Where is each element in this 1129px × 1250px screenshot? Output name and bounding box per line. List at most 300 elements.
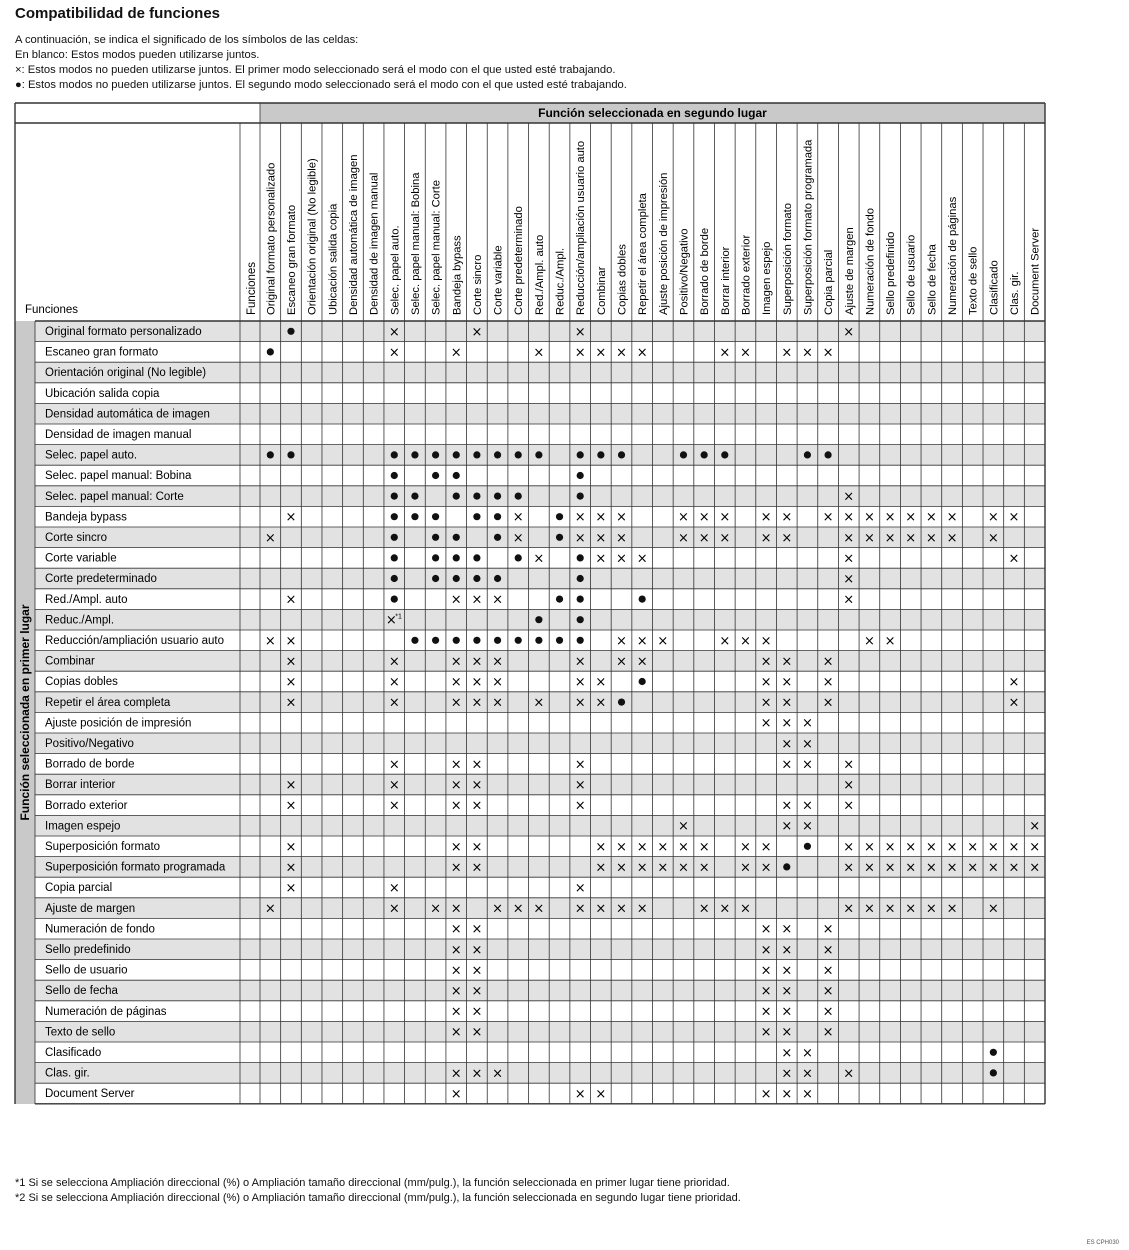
cross-mark: × (450, 654, 462, 670)
cross-mark: × (863, 530, 875, 546)
row-shade (35, 486, 1045, 507)
figure-code: ES CPH030 (1086, 1240, 1119, 1246)
cross-mark: × (760, 839, 772, 855)
cross-mark: × (760, 530, 772, 546)
dot-mark (577, 596, 584, 603)
cross-mark: × (1008, 860, 1020, 876)
column-header: Copias dobles (616, 244, 629, 315)
cross-mark: × (822, 942, 834, 958)
cross-mark: × (471, 963, 483, 979)
cross-mark: × (595, 901, 607, 917)
cross-mark: × (285, 654, 297, 670)
cross-mark: × (450, 901, 462, 917)
dot-mark (577, 493, 584, 500)
cross-mark: × (595, 530, 607, 546)
cross-mark: × (678, 819, 689, 835)
cross-mark: × (801, 1066, 813, 1082)
row-label: Sello de usuario (45, 964, 128, 977)
dot-mark (267, 348, 274, 355)
dot-mark (804, 451, 811, 458)
cross-mark: × (843, 1066, 855, 1082)
column-header: Densidad de imagen manual (368, 172, 381, 315)
cross-mark: × (285, 778, 297, 793)
cross-mark: × (905, 510, 917, 526)
cross-mark: × (657, 633, 669, 649)
dot-mark (432, 513, 439, 520)
funciones-label: Funciones (25, 304, 79, 316)
cross-mark: × (760, 1004, 772, 1020)
dot-mark (453, 534, 460, 541)
legend-dot-line: ●: Estos modos no pueden utilizarse juntos. El segundo modo seleccionado será el modo con el que usted esté trabajando. (15, 79, 627, 91)
column-header: Corte variable (492, 245, 505, 315)
cross-mark: × (1029, 839, 1041, 855)
cross-mark: × (884, 510, 896, 526)
cross-mark: × (574, 510, 586, 526)
cross-mark: × (595, 675, 607, 690)
cross-mark: × (616, 530, 627, 546)
cross-mark: × (388, 695, 400, 711)
page-title: Compatibilidad de funciones (15, 5, 221, 22)
cross-mark: × (450, 695, 462, 711)
row-shade (35, 980, 1045, 1001)
cross-mark: × (801, 1045, 813, 1061)
cross-mark: × (388, 757, 400, 773)
column-header: Corte sincro (471, 254, 484, 315)
cross-mark: × (781, 1045, 793, 1061)
cross-mark: × (801, 819, 813, 835)
cross-mark: × (781, 530, 793, 546)
row-label: Combinar (45, 655, 95, 668)
cross-mark: × (450, 798, 462, 814)
row-label: Clas. gir. (45, 1067, 90, 1080)
column-header: Sello de fecha (926, 244, 939, 315)
column-header: Document Server (1029, 227, 1042, 315)
cross-mark: × (801, 798, 813, 814)
column-header: Original formato personalizado (265, 162, 278, 315)
cross-mark: × (450, 839, 462, 855)
dot-mark (990, 1069, 997, 1076)
cross-mark: × (574, 675, 586, 690)
cross-mark: × (388, 901, 400, 917)
dot-mark (680, 451, 687, 458)
cross-mark: × (285, 510, 297, 526)
row-shade (35, 568, 1045, 589)
cross-mark: × (843, 510, 855, 526)
cross-mark: × (574, 881, 586, 896)
cross-mark: × (760, 942, 772, 958)
cross-mark: × (285, 592, 297, 608)
dot-mark (494, 575, 501, 582)
row-label: Densidad de imagen manual (45, 429, 192, 441)
column-header: Numeración de páginas (947, 196, 960, 315)
dot-mark (391, 472, 398, 479)
cross-mark: × (574, 345, 586, 361)
cross-mark: × (574, 778, 586, 793)
cross-mark: × (822, 963, 834, 979)
cross-mark: × (781, 819, 793, 835)
cross-mark: × (285, 839, 297, 855)
row-label: Bandeja bypass (45, 511, 127, 524)
cross-mark: × (1029, 860, 1041, 876)
cross-mark: × (925, 860, 937, 876)
row-label: Corte predeterminado (45, 573, 157, 586)
column-header: Ajuste posición de impresión (657, 172, 670, 315)
column-header: Corte predeterminado (513, 206, 526, 315)
cross-mark: × (760, 860, 772, 876)
cross-mark: × (760, 695, 772, 711)
cross-mark: × (574, 1087, 586, 1102)
dot-mark (391, 513, 398, 520)
cross-mark: × (471, 695, 483, 711)
cross-mark: × (574, 901, 586, 917)
cross-mark: × (698, 530, 710, 546)
cross-mark: × (760, 510, 772, 526)
dot-mark (804, 843, 811, 850)
dot-mark (556, 534, 563, 541)
dot-mark (535, 451, 542, 458)
column-header: Superposición formato (781, 203, 794, 315)
dot-mark (391, 493, 398, 500)
cross-mark: × (388, 345, 400, 361)
cross-mark: × (822, 345, 834, 361)
cross-mark: × (471, 798, 483, 814)
dot-mark (453, 472, 460, 479)
cross-mark: × (657, 839, 669, 855)
cross-mark: × (905, 530, 917, 546)
column-header: Ajuste de margen (843, 227, 856, 315)
cross-mark: × (388, 881, 400, 896)
cross-mark: × (492, 592, 504, 608)
row-label: Ajuste posición de impresión (45, 717, 192, 730)
cross-mark: × (636, 901, 648, 917)
dot-mark (494, 493, 501, 500)
dot-mark (515, 493, 522, 500)
cross-mark: × (987, 839, 999, 855)
cross-mark: × (967, 860, 979, 876)
cross-mark: × (450, 675, 462, 690)
dot-mark (556, 637, 563, 644)
column-header: Sello predefinido (885, 231, 898, 315)
cross-mark: × (801, 736, 813, 752)
row-shade (35, 1021, 1045, 1042)
cross-mark: × (863, 839, 875, 855)
dot-mark (432, 534, 439, 541)
cross-mark: × (595, 860, 607, 876)
cross-mark: × (760, 675, 772, 690)
cross-mark: × (678, 860, 689, 876)
cross-mark: × (450, 345, 462, 361)
cross-mark: × (760, 984, 772, 999)
cross-mark: × (616, 345, 627, 361)
cross-mark: × (781, 1066, 793, 1082)
cross-mark: × (905, 860, 917, 876)
column-header: Clas. gir. (1009, 271, 1022, 315)
cross-mark: × (843, 324, 855, 340)
cross-mark: × (471, 1025, 483, 1041)
footnotes (15, 1176, 741, 1206)
cross-mark: × (781, 736, 793, 752)
column-header: Borrado exterior (740, 234, 753, 315)
column-header: Orientación original (No legible) (306, 158, 319, 315)
cross-mark: × (636, 633, 648, 649)
cross-mark: × (388, 675, 400, 690)
cross-mark: × (574, 654, 586, 670)
cross-mark: × (698, 901, 710, 917)
dot-mark (535, 637, 542, 644)
dot-mark (453, 575, 460, 582)
cross-mark: × (781, 695, 793, 711)
column-header: Superposición formato programada (802, 139, 815, 315)
column-header: Combinar (595, 266, 608, 315)
cross-mark: × (781, 984, 793, 999)
cross-mark: × (574, 695, 586, 711)
cross-mark: × (492, 675, 504, 690)
dot-mark (515, 554, 522, 561)
cross-mark: × (471, 757, 483, 773)
row-label: Numeración de fondo (45, 923, 155, 936)
row-label: Copia parcial (45, 882, 113, 895)
dot-mark (597, 451, 604, 458)
column-header: Numeración de fondo (864, 208, 877, 315)
cross-mark: × (450, 963, 462, 979)
cross-mark: × (450, 860, 462, 876)
cross-mark: × (843, 798, 855, 814)
column-header: Ubicación salida copia (327, 203, 340, 315)
dot-mark (494, 637, 501, 644)
row-shade (35, 651, 1045, 672)
cross-mark: × (863, 510, 875, 526)
dot-mark (453, 493, 460, 500)
first-function-header: Función seleccionada en primer lugar (18, 604, 32, 821)
cross-mark: × (781, 654, 793, 670)
cross-mark: × (264, 633, 276, 649)
column-header: Texto de sello (967, 246, 980, 315)
cross-mark: × (450, 942, 462, 958)
cross-mark: × (987, 510, 999, 526)
cross-mark: × (450, 757, 462, 773)
row-label: Repetir el área completa (45, 696, 171, 709)
cross-mark: × (719, 510, 731, 526)
row-label: Sello de fecha (45, 985, 118, 998)
cross-mark: × (471, 592, 483, 608)
cross-mark: × (843, 530, 855, 546)
row-label: Superposición formato programada (45, 861, 226, 874)
row-label: Borrado de borde (45, 758, 135, 771)
cross-mark: × (1008, 551, 1020, 567)
row-label: Numeración de páginas (45, 1005, 167, 1018)
cross-mark: × (471, 778, 483, 793)
cross-mark: × (822, 984, 834, 999)
dot-mark (432, 554, 439, 561)
cross-mark: × (533, 695, 545, 711)
cross-mark: × (471, 922, 483, 938)
dot-mark (577, 554, 584, 561)
cross-mark: × (801, 345, 813, 361)
cross-mark: × (1008, 510, 1020, 526)
cross-mark: × (760, 1025, 772, 1041)
column-header: Borrar interior (719, 246, 732, 315)
cross-mark: × (471, 1004, 483, 1020)
footnote-2: *2 Si se selecciona Ampliación direccional (%) o Ampliación tamaño direccional (mm/pulg.), la función seleccionada en segundo lugar tiene prioridad. (15, 1192, 741, 1204)
dot-mark (391, 575, 398, 582)
dot-mark (287, 451, 294, 458)
cross-mark: × (843, 860, 855, 876)
cross-mark: × (719, 633, 731, 649)
column-header: Clasificado (988, 260, 1001, 315)
cross-mark: × (450, 592, 462, 608)
column-header: Densidad automática de imagen (347, 154, 360, 315)
cross-mark: × (843, 572, 855, 587)
cross-mark: × (905, 839, 917, 855)
row-label: Selec. papel manual: Bobina (45, 470, 192, 483)
cross-mark: × (285, 633, 297, 649)
cross-mark: × (987, 860, 999, 876)
cross-mark: × (1008, 839, 1020, 855)
column-header: Bandeja bypass (451, 235, 464, 315)
dot-mark (411, 637, 418, 644)
cross-mark: × (967, 839, 979, 855)
cross-mark: × (285, 860, 297, 876)
dot-mark (535, 616, 542, 623)
cross-mark: × (760, 1087, 772, 1102)
cross-mark: × (781, 922, 793, 938)
cross-mark: × (616, 654, 627, 670)
cross-mark: × (512, 510, 524, 526)
dot-mark (473, 513, 480, 520)
cross-mark: × (595, 345, 607, 361)
cross-mark: × (884, 860, 896, 876)
row-shade (35, 1063, 1045, 1084)
cross-mark: × (471, 1066, 483, 1082)
dot-mark (391, 596, 398, 603)
column-header: Reduc./Ampl. (554, 247, 567, 315)
cross-mark: × (616, 633, 627, 649)
cross-mark: × (595, 551, 607, 567)
dot-mark (473, 493, 480, 500)
cross-mark: × (801, 757, 813, 773)
cross-mark: × (760, 633, 772, 649)
second-function-header: Función seleccionada en segundo lugar (538, 106, 767, 120)
cross-mark: × (843, 839, 855, 855)
legend-cross-line: ×: Estos modos no pueden utilizarse juntos. El primer modo seleccionado será el modo con el que usted esté trabajando. (15, 64, 616, 76)
cross-mark: × (388, 778, 400, 793)
cross-mark: × (1029, 819, 1041, 835)
cross-mark: × (595, 695, 607, 711)
cross-mark: × (533, 345, 545, 361)
cross-mark: × (843, 778, 855, 793)
row-label: Corte variable (45, 552, 117, 565)
cross-mark: × (492, 901, 504, 917)
column-header: Positivo/Negativo (678, 228, 691, 315)
row-label: Borrar interior (45, 779, 116, 792)
dot-mark (267, 451, 274, 458)
cross-mark: × (884, 633, 896, 649)
cross-mark: × (781, 675, 793, 690)
column-header: Sello de usuario (905, 234, 918, 315)
compatibility-table (15, 103, 1045, 1104)
column-header: Escaneo gran formato (285, 204, 298, 315)
cross-mark: × (781, 510, 793, 526)
row-label: Superposición formato (45, 841, 161, 853)
cross-mark: × (760, 654, 772, 670)
column-header: Borrado de borde (699, 227, 712, 315)
cross-mark: × (760, 716, 772, 732)
dot-mark (494, 451, 501, 458)
cross-mark: × (719, 530, 731, 546)
dot-mark (618, 699, 625, 706)
cross-mark: × (450, 922, 462, 938)
cross-mark: × (264, 901, 276, 917)
cross-mark: × (905, 901, 917, 917)
cross-mark: × (781, 345, 793, 361)
column-header: Copia parcial (823, 249, 836, 315)
cross-mark: × (595, 839, 607, 855)
cross-mark: × (863, 860, 875, 876)
cross-mark: × (801, 1087, 813, 1102)
cross-mark: × (719, 345, 731, 361)
cross-mark: × (678, 839, 689, 855)
row-label: Document Server (45, 1088, 135, 1101)
compatibility-matrix (15, 103, 1045, 1104)
cross-mark: × (512, 901, 524, 917)
dot-mark (432, 575, 439, 582)
dot-mark (639, 596, 646, 603)
cross-mark: × (636, 551, 648, 567)
dot-mark (391, 451, 398, 458)
dot-mark (411, 513, 418, 520)
row-label: Selec. papel manual: Corte (45, 490, 184, 503)
cross-mark: × (492, 695, 504, 711)
dot-mark (639, 678, 646, 685)
cross-mark: × (987, 530, 999, 546)
cross-mark: × (822, 675, 834, 690)
cross-mark: × (822, 922, 834, 938)
cross-mark: × (740, 860, 751, 876)
dot-mark (391, 554, 398, 561)
cross-mark: × (843, 489, 855, 505)
cross-mark: × (781, 798, 793, 814)
column-header: Selec. papel manual: Bobina (409, 172, 422, 315)
cross-mark: × (471, 860, 483, 876)
dot-mark (618, 451, 625, 458)
dot-mark (577, 575, 584, 582)
cross-mark: × (781, 963, 793, 979)
cross-mark: × (471, 984, 483, 999)
row-label: Positivo/Negativo (45, 738, 134, 750)
column-header: Red./Ampl. auto (533, 234, 546, 315)
cross-mark: × (760, 922, 772, 938)
dot-mark (783, 863, 790, 870)
cross-mark: × (843, 592, 855, 608)
dot-mark (701, 451, 708, 458)
cross-mark: × (388, 654, 400, 670)
cell-footnote-ref: *1 (395, 613, 402, 621)
cross-mark: × (884, 530, 896, 546)
cross-mark: × (925, 839, 937, 855)
cross-mark: × (698, 510, 710, 526)
cross-mark: × (285, 881, 297, 896)
cross-mark: × (760, 963, 772, 979)
row-label: Texto de sello (45, 1026, 116, 1039)
dot-mark (556, 513, 563, 520)
cross-mark: × (863, 633, 875, 649)
cross-mark: × (616, 510, 627, 526)
cross-mark: × (636, 839, 648, 855)
row-label: Reducción/ampliación usuario auto (45, 635, 224, 647)
cross-mark: × (450, 1066, 462, 1082)
row-label: Imagen espejo (45, 820, 121, 833)
row-label: Reduc./Ampl. (45, 614, 115, 627)
